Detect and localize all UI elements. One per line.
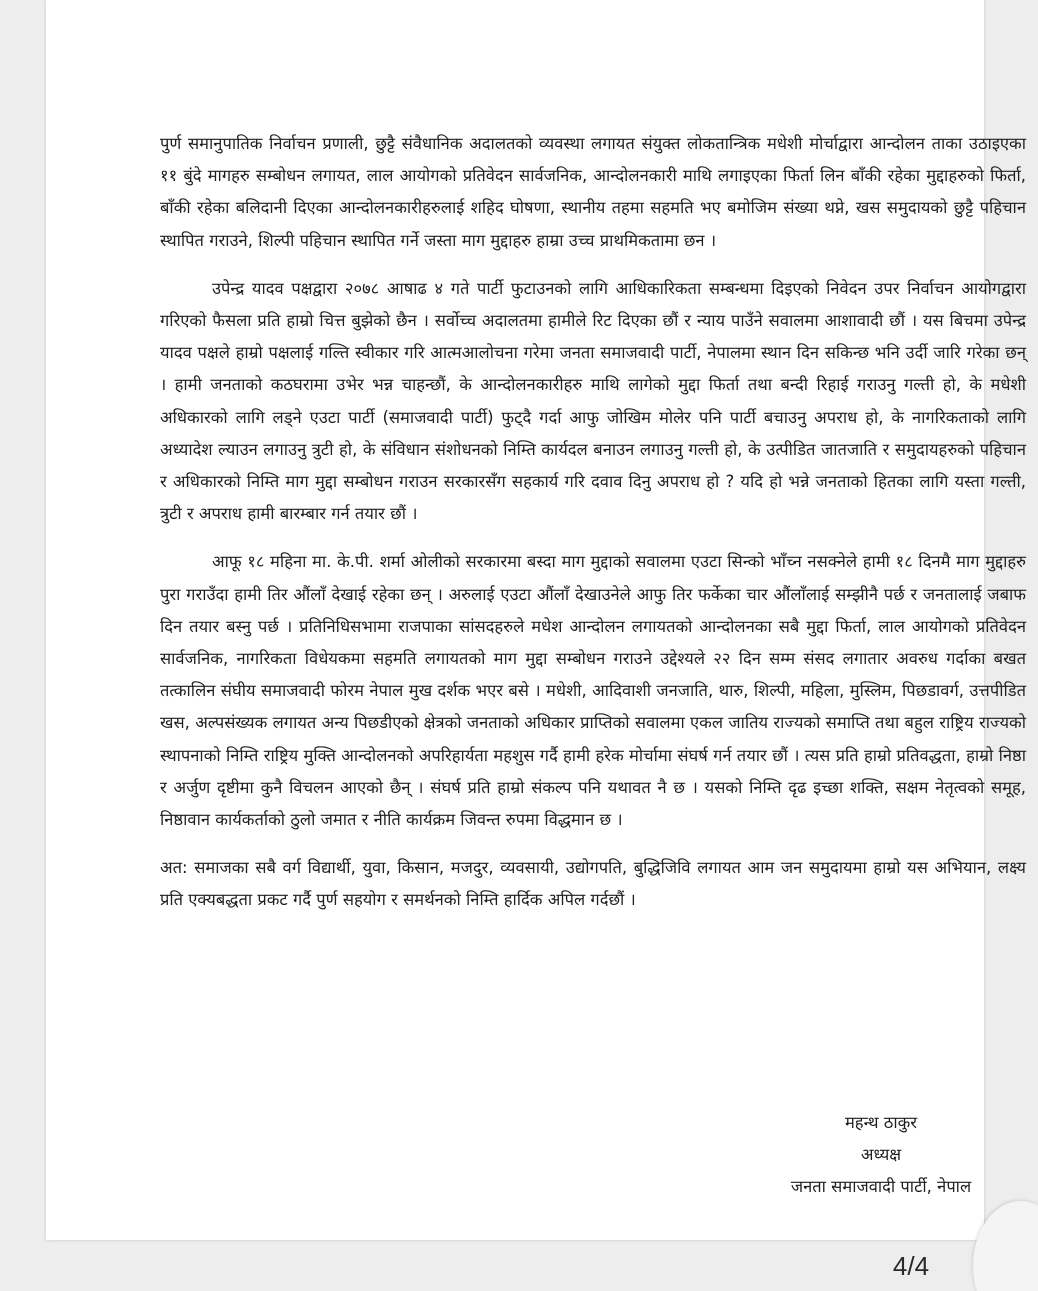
page-indicator: 4/4: [892, 1251, 930, 1281]
paragraph-4: अत: समाजका सबै वर्ग विद्यार्थी, युवा, किसान, मजदुर, व्यवसायी, उद्योगपति, बुद्धिजिवि लगायत आम जन समुदायमा हाम्रो यस अभियान, लक्ष्य प्रति एक्यबद्धता प्रकट गर्दै पुर्ण सहयोग र समर्थनको निम्ति हार्दिक अपिल गर्दछौं ।: [160, 858, 1026, 910]
paragraph-2: उपेन्द्र यादव पक्षद्वारा २०७८ आषाढ ४ गते पार्टी फुटाउनको लागि आधिकारिकता सम्बन्धमा दिइएको निवेदन उपर निर्वाचन आयोगद्वारा गरिएको फैसला प्रति हाम्रो चित्त बुझेको छैन । सर्वोच्च अदालतमा हामीले रिट दिएका छौं र न्याय पाउँने सवालमा आशावादी छौं । यस बिचमा उपेन्द्र यादव पक्षले हाम्रो पक्षलाई गल्ति स्वीकार गरि आत्मआलोचना गरेमा जनता समाजवादी पार्टी, नेपालमा स्थान दिन सकिन्छ भनि उर्दी जारि गरेका छन् । हामी जनताको कठघरामा उभेर भन्न चाहन्छौं, के आन्दोलनकारीहरु माथि लागेको मुद्दा फिर्ता तथा बन्दी रिहाई गराउनु गल्ती हो, के मधेशी अधिकारको लागि लड्ने एउटा पार्टी (समाजवादी पार्टी) फुट्दै गर्दा आफु जोखिम मोलेर पनि पार्टी बचाउनु अपराध हो, के नागरिकताको लागि अध्यादेश ल्याउन लगाउनु त्रुटी हो, के संविधान संशोधनको निम्ति कार्यदल बनाउन लगाउनु गल्ती हो, के उत्पीडित जातजाति र समुदायहरुको पहिचान र अधिकारको निम्ति माग मुद्दा सम्बोधन गराउन सरकारसँग सहकार्य गरि दवाव दिनु अपराध हो ? यदि हो भन्ने जनताको हितका लागि यस्ता गल्ती, त्रुटी र अपराध हामी बारम्बार गर्न तयार छौं ।: [160, 278, 1026, 524]
signature-block: [736, 1107, 1026, 1203]
paragraph-1: पुर्ण समानुपातिक निर्वाचन प्रणाली, छुट्टै संवैधानिक अदालतको व्यवस्था लगायत संयुक्त लोकतान्त्रिक मधेशी मोर्चाद्वारा आन्दोलन ताका उठाइएका ११ बुंदे मागहरु सम्बोधन लगायत, लाल आयोगको प्रतिवेदन सार्वजनिक, आन्दोलनकारी माथि लगाइएका फिर्ता लिन बाँकी रहेका मुद्दाहरुको फिर्ता, बाँकी रहेका बलिदानी दिएका आन्दोलनकारीहरुलाई शहिद घोषणा, स्थानीय तहमा सहमति भए बमोजिम संख्या थप्ने, खस समुदायको छुट्टै पहिचान स्थापित गराउने, शिल्पी पहिचान स्थापित गर्ने जस्ता माग मुद्दाहरु हाम्रा उच्च प्राथमिकतामा छन ।: [160, 134, 1026, 250]
paragraph-3: आफू १८ महिना मा. के.पी. शर्मा ओलीको सरकारमा बस्दा माग मुद्दाको सवालमा एउटा सिन्को भाँच्न नसक्नेले हामी १८ दिनमै माग मुद्दाहरु पुरा गराउँदा हामी तिर औंलाँ देखाई रहेका छन् । अरुलाई एउटा औंलाँ देखाउनेले आफु तिर फर्केका चार औंलाँलाई सम्झीनै पर्छ र जनतालाई जबाफ दिन तयार बस्नु पर्छ । प्रतिनिधिसभामा राजपाका सांसदहरुले मधेश आन्दोलन लगायतको आन्दोलनका सबै मुद्दा फिर्ता, लाल आयोगको प्रतिवेदन सार्वजनिक, नागरिकता विधेयकमा सहमति लगायतको माग मुद्दा सम्बोधन गराउने उद्देश्यले २२ दिन सम्म संसद लगातार अवरुध गर्दाका बखत तत्कालिन संघीय समाजवादी फोरम नेपाल मुख दर्शक भएर बसे । मधेशी, आदिवाशी जनजाति, थारु, शिल्पी, महिला, मुस्लिम, पिछडावर्ग, उत्तपीडित खस, अल्पसंख्यक लगायत अन्य पिछडीएको क्षेत्रको जनताको अधिकार प्राप्तिको सवालमा एकल जातिय राज्यको समाप्ति तथा बहुल राष्ट्रिय राज्यको स्थापनाको निम्ति राष्ट्रिय मुक्ति आन्दोलनको अपरिहार्यता महशुस गर्दै हामी हरेक मोर्चामा संघर्ष गर्न तयार छौं । त्यस प्रति हाम्रो प्रतिवद्धता, हाम्रो निष्ठा र अर्जुण दृष्टीमा कुनै विचलन आएको छैन् । संघर्ष प्रति हाम्रो संकल्प पनि यथावत नै छ । यसको निम्ति दृढ इच्छा शक्ति, सक्षम नेतृत्वको समूह, निष्ठावान कार्यकर्ताको ठुलो जमात र नीति कार्यक्रम जिवन्त रुपमा विद्धमान छ ।: [160, 552, 1026, 830]
document-body: [160, 128, 1026, 933]
signatory-name: महन्थ ठाकुर: [844, 1113, 918, 1132]
document-page: [46, 0, 1026, 1240]
signatory-title: अध्यक्ष: [860, 1145, 902, 1164]
signatory-organization: जनता समाजवादी पार्टी, नेपाल: [790, 1177, 972, 1196]
